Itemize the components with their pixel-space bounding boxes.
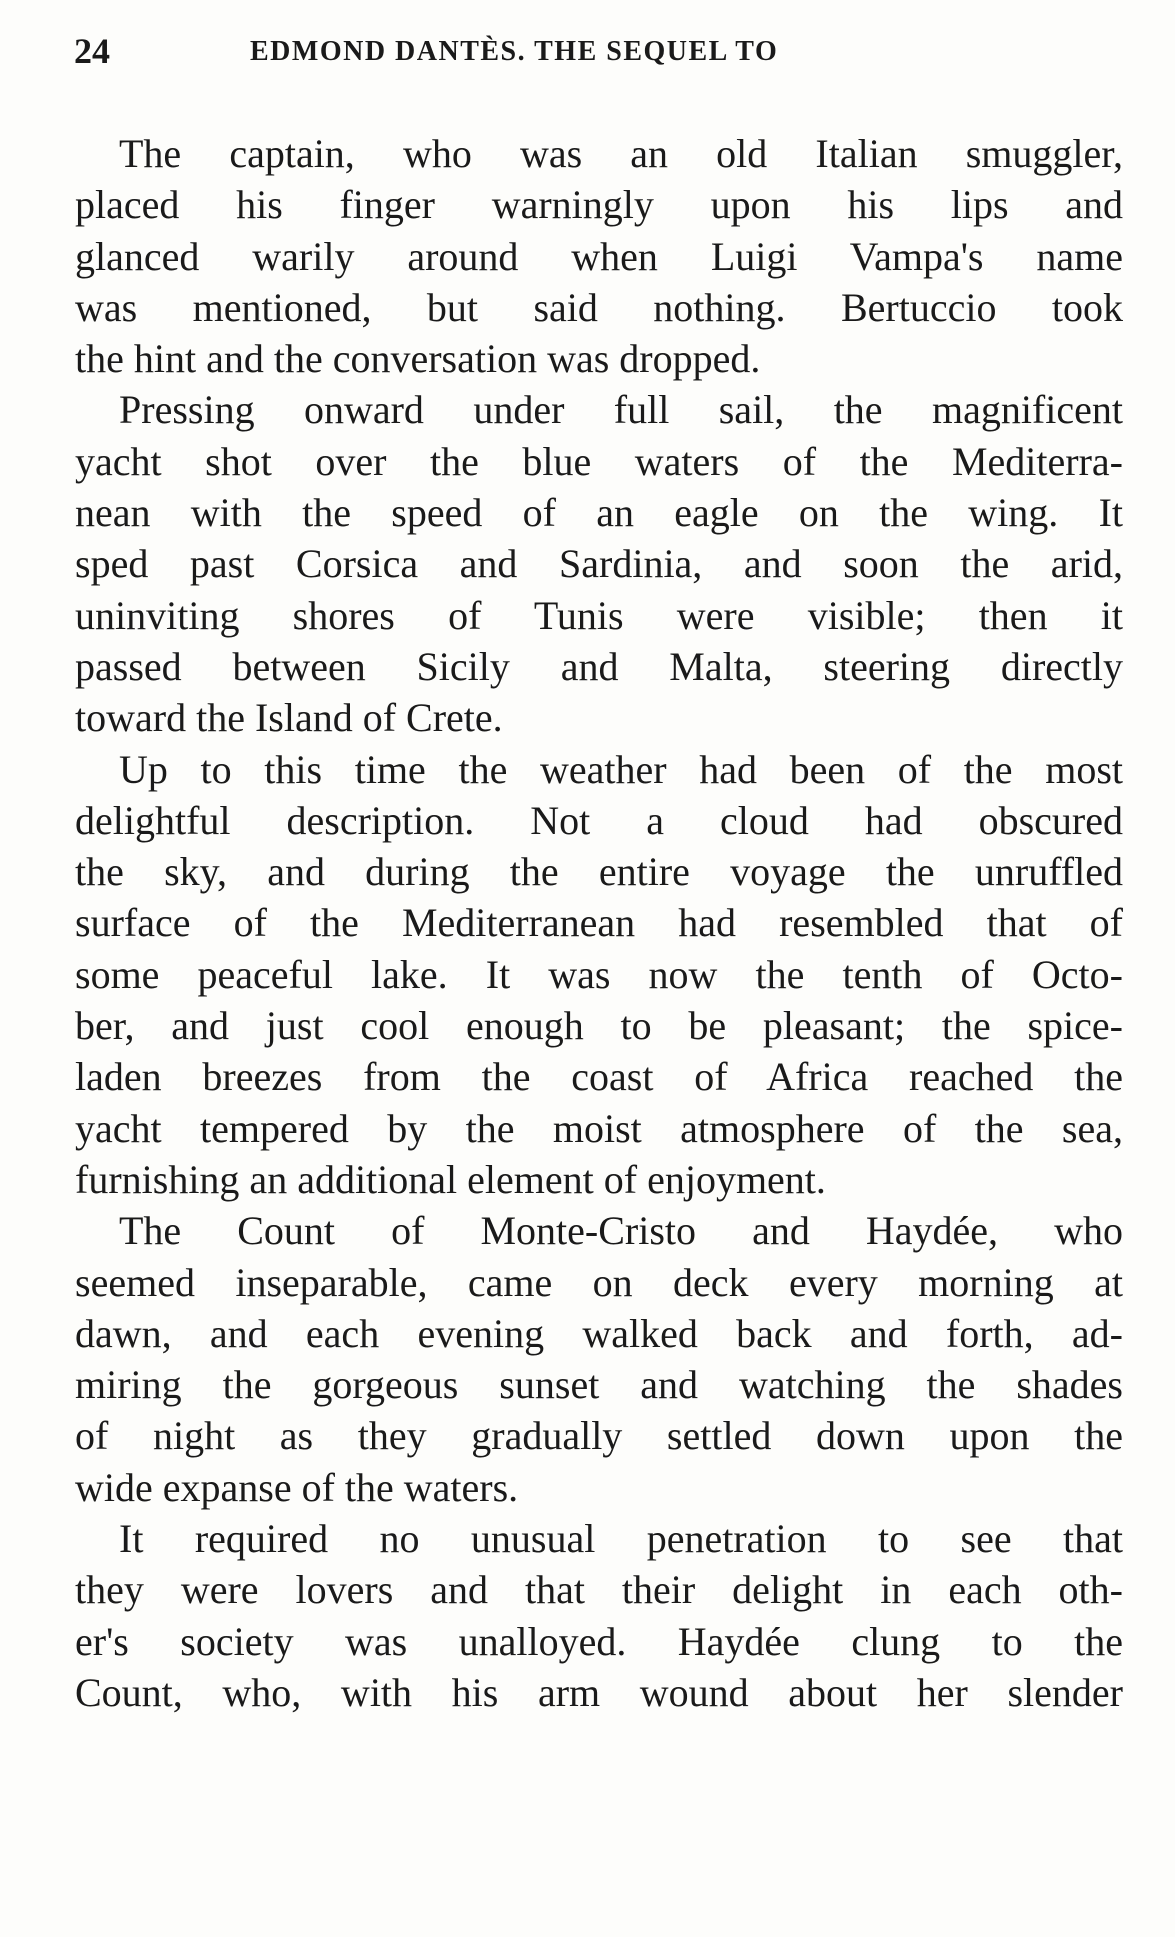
running-head: EDMOND DANTÈS. THE SEQUEL TO (250, 36, 779, 67)
text-line: some peaceful lake. It was now the tenth of Octo- (75, 951, 1123, 997)
text-line: surface of the Mediterranean had resembled that of (75, 900, 1123, 946)
text-line: Pressing onward under full sail, the magnificent (119, 387, 1123, 433)
text-line: ber, and just cool enough to be pleasant; the spice- (75, 1003, 1123, 1049)
text-line: passed between Sicily and Malta, steering directly (75, 643, 1123, 689)
text-line: toward the Island of Crete. (75, 695, 503, 741)
text-line: glanced warily around when Luigi Vampa's name (75, 233, 1123, 279)
text-line: wide expanse of the waters. (75, 1464, 519, 1510)
text-line: er's society was unalloyed. Haydée clung to the (75, 1618, 1123, 1664)
text-line: was mentioned, but said nothing. Bertuccio took (75, 284, 1123, 330)
text-line: seemed inseparable, came on deck every morning at (75, 1259, 1123, 1305)
page-number: 24 (74, 31, 110, 71)
text-line: It required no unusual penetration to see that (119, 1516, 1123, 1562)
paragraph (75, 744, 1123, 1206)
paragraph (75, 1205, 1123, 1513)
paragraph (75, 384, 1123, 743)
text-line: yacht tempered by the moist atmosphere of the sea, (75, 1105, 1123, 1151)
text-line: of night as they gradually settled down upon the (75, 1413, 1123, 1459)
text-line: Up to this time the weather had been of the most (119, 746, 1123, 792)
text-line: yacht shot over the blue waters of the Mediterra- (75, 438, 1123, 484)
text-line: sped past Corsica and Sardinia, and soon the arid, (75, 541, 1123, 587)
body-text (75, 128, 1123, 1718)
paragraph (75, 1513, 1123, 1718)
text-line: laden breezes from the coast of Africa reached the (75, 1054, 1123, 1100)
text-line: Count, who, with his arm wound about her slender (75, 1669, 1123, 1715)
text-line: miring the gorgeous sunset and watching the shades (75, 1362, 1123, 1408)
text-line: placed his finger warningly upon his lips and (75, 182, 1123, 228)
text-line: The captain, who was an old Italian smuggler, (119, 131, 1123, 176)
text-line: furnishing an additional element of enjoyment. (75, 1156, 826, 1202)
text-line: the sky, and during the entire voyage the unruffled (75, 849, 1123, 895)
text-line: dawn, and each evening walked back and forth, ad- (75, 1310, 1123, 1356)
text-line: uninviting shores of Tunis were visible; then it (75, 592, 1123, 638)
text-line: the hint and the conversation was dropped. (75, 336, 761, 382)
text-line: they were lovers and that their delight in each oth- (75, 1567, 1123, 1613)
paragraph (75, 128, 1123, 384)
text-line: The Count of Monte-Cristo and Haydée, who (119, 1208, 1123, 1254)
text-line: delightful description. Not a cloud had obscured (75, 797, 1123, 843)
text-line: nean with the speed of an eagle on the wing. It (75, 490, 1123, 536)
